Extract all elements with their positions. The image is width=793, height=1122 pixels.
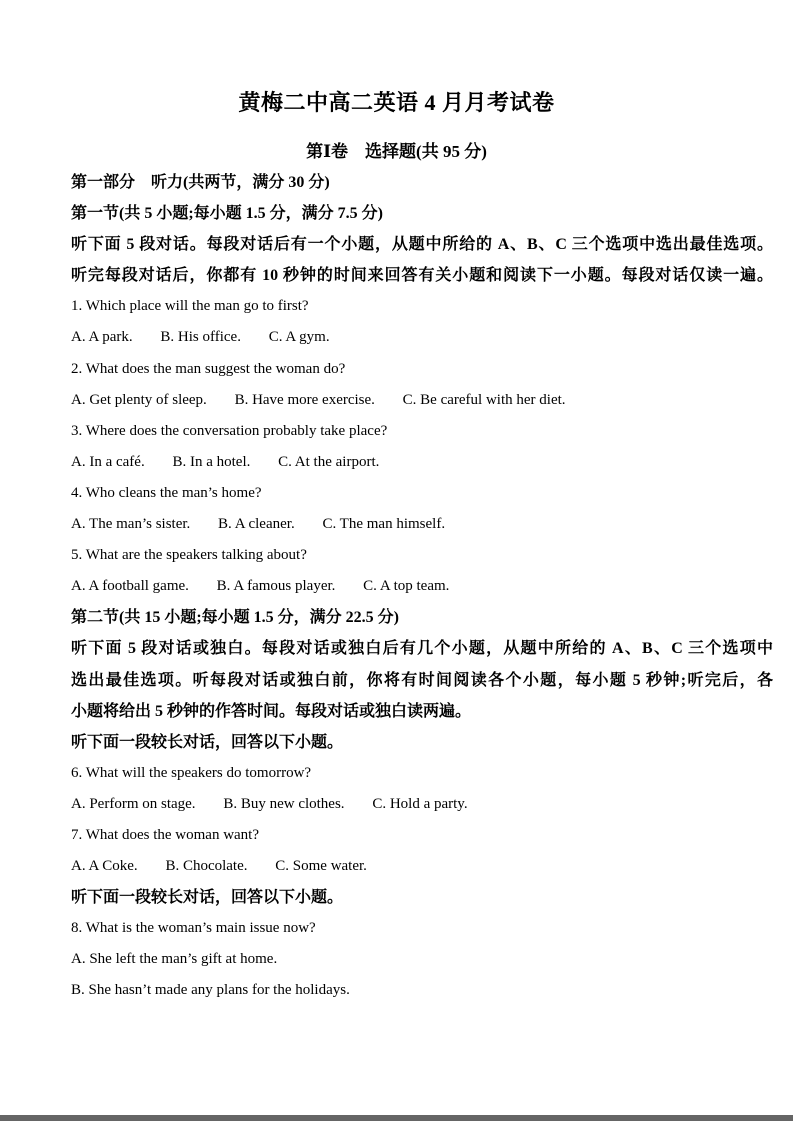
- option-1-a: A. A park.: [71, 329, 133, 346]
- options-row-3: [71, 447, 773, 478]
- question-7: 7. What does the woman want?: [71, 826, 260, 843]
- question-3: 3. Where does the conversation probably take place?: [71, 422, 388, 439]
- option-4-b: B. A cleaner.: [218, 516, 295, 533]
- options-row-2: [71, 385, 773, 416]
- page-bottom-bar: [0, 1115, 793, 1121]
- option-1-c: C. A gym.: [268, 329, 330, 346]
- option-4-a: A. The man’s sister.: [71, 516, 191, 533]
- options-row-5: [71, 571, 773, 602]
- option-3-c: C. At the airport.: [278, 453, 380, 470]
- section1-instructions-line2: 听完每段对话后，你都有 10 秒钟的时间来回答有关小题和阅读下一小题。每段对话仅读一遍。: [71, 267, 773, 285]
- option-4-c: C. The man himself.: [322, 516, 446, 533]
- option-8-a: A. She left the man’s gift at home.: [71, 951, 278, 968]
- option-3-b: B. In a hotel.: [172, 453, 251, 470]
- question-4: 4. Who cleans the man’s home?: [71, 484, 262, 501]
- option-3-a: A. In a café.: [71, 453, 145, 470]
- part1-heading: 第一部分 听力(共两节，满分 30 分): [71, 174, 330, 191]
- question-1: 1. Which place will the man go to first?: [71, 298, 309, 315]
- section1-instructions-line1: 听下面 5 段对话。每段对话后有一个小题，从题中所给的 A、B、C 三个选项中选出最佳选项。: [71, 236, 773, 254]
- section2-instructions-line3: 小题将给出 5 秒钟的作答时间。每段对话或独白读两遍。: [71, 702, 472, 720]
- question-6: 6. What will the speakers do tomorrow?: [71, 764, 312, 781]
- section2-heading: 第二节(共 15 小题;每小题 1.5 分，满分 22.5 分): [71, 609, 399, 627]
- option-7-a: A. A Coke.: [71, 858, 138, 875]
- option-7-b: B. Chocolate.: [165, 858, 248, 875]
- option-5-a: A. A football game.: [71, 578, 189, 595]
- section1-heading: 第一节(共 5 小题;每小题 1.5 分，满分 7.5 分): [71, 205, 383, 223]
- option-6-b: B. Buy new clothes.: [223, 795, 345, 812]
- question-8: 8. What is the woman’s main issue now?: [71, 920, 316, 937]
- question-5: 5. What are the speakers talking about?: [71, 547, 307, 564]
- option-2-b: B. Have more exercise.: [234, 391, 375, 408]
- section2-instructions-line2: 选出最佳选项。听每段对话或独白前，你将有时间阅读各个小题，每小题 5 秒钟;听完后，各: [71, 671, 773, 689]
- dialogue-prompt-1: 听下面一段较长对话，回答以下小题。: [71, 733, 344, 751]
- option-8-b: B. She hasn’t made any plans for the holidays.: [71, 982, 350, 999]
- options-row-4: [71, 509, 773, 540]
- options-row-6: [71, 789, 773, 820]
- dialogue-prompt-2: 听下面一段较长对话，回答以下小题。: [71, 889, 344, 907]
- option-5-c: C. A top team.: [363, 578, 450, 595]
- option-2-a: A. Get plenty of sleep.: [71, 391, 207, 408]
- option-7-c: C. Some water.: [275, 858, 367, 875]
- exam-body: [71, 167, 773, 1007]
- section2-instructions-line1: 听下面 5 段对话或独白。每段对话或独白后有几个小题，从题中所给的 A、B、C 三个选项中: [71, 640, 773, 658]
- volume-heading: 第Ⅰ卷 选择题(共 95 分): [306, 142, 487, 161]
- option-6-a: A. Perform on stage.: [71, 795, 196, 812]
- question-2: 2. What does the man suggest the woman do?: [71, 360, 346, 377]
- option-2-c: C. Be careful with her diet.: [402, 391, 566, 408]
- options-row-1: [71, 322, 773, 353]
- exam-title: 黄梅二中高二英语 4 月月考试卷: [238, 90, 555, 115]
- option-1-b: B. His office.: [160, 329, 241, 346]
- options-row-7: [71, 851, 773, 882]
- option-5-b: B. A famous player.: [216, 578, 336, 595]
- option-6-c: C. Hold a party.: [372, 795, 468, 812]
